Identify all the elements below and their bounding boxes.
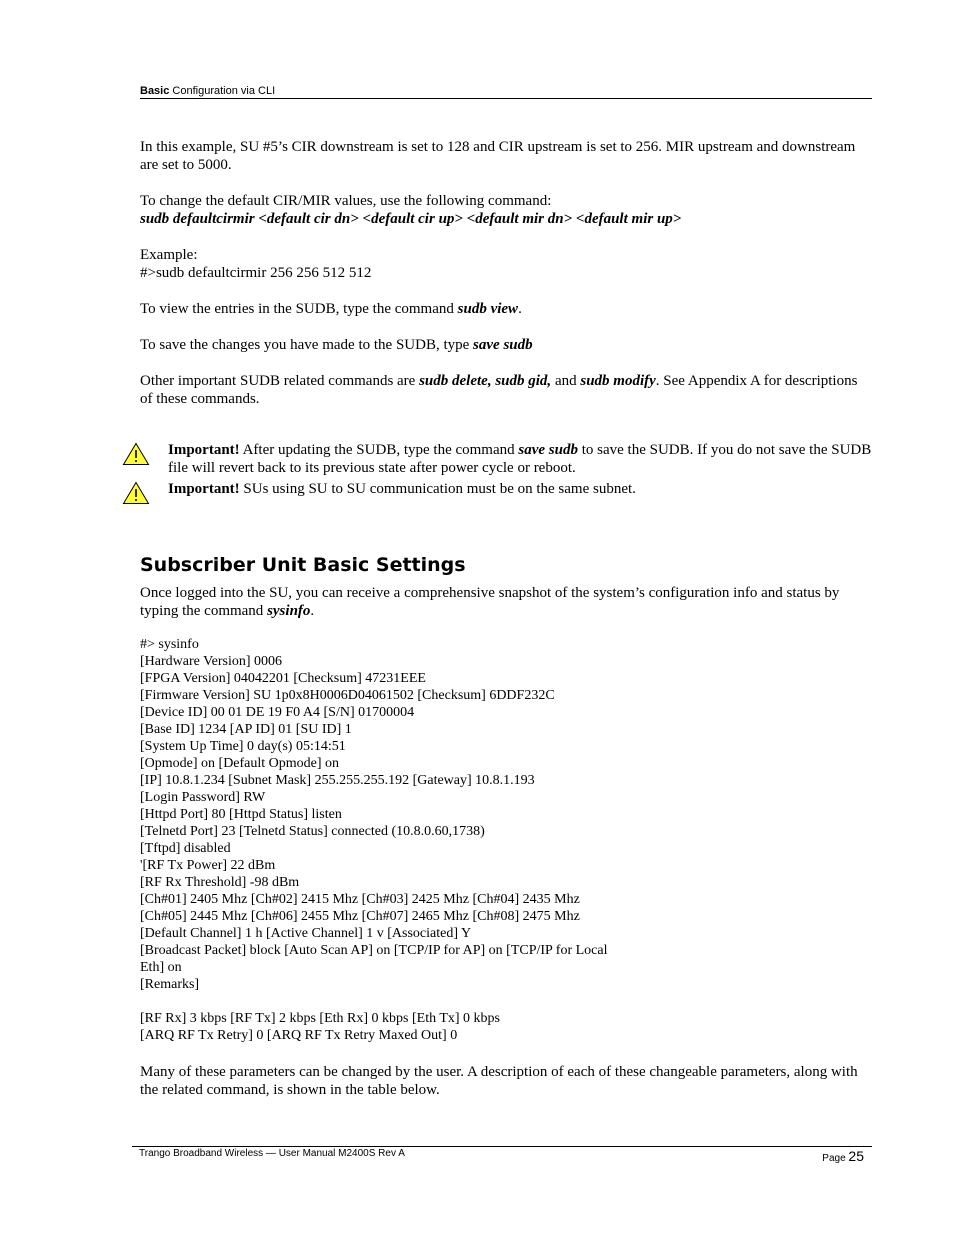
body-top [140,138,872,426]
warning-label: Important! [168,442,240,458]
sysinfo-output [140,636,872,1044]
running-header [140,85,872,99]
section-title: Subscriber Unit Basic Settings [140,554,466,576]
default-cirmir-command: sudb defaultcirmir <default cir dn> <default cir up> <default mir dn> <default mir up> [140,211,682,227]
header-text: Configuration via CLI [169,85,276,97]
cli-line: [Telnetd Port] 23 [Telnetd Status] connected (10.8.0.60,1738) [140,824,485,839]
warning-note-1 [122,441,872,481]
other-text: Other important SUDB related commands are [140,373,420,389]
other-command-1: sudb delete, sudb gid, [419,373,552,389]
view-command: sudb view [457,301,519,317]
warning-text: After updating the SUDB, type the command [239,442,519,458]
other-post: . See Appendix A for descriptions of these commands. [140,373,858,407]
view-text: To view the entries in the SUDB, type the command [140,301,458,317]
cli-blank-line [140,993,872,1010]
intro-command: sysinfo [267,603,311,619]
intro-text: Once logged into the SU, you can receive a comprehensive snapshot of the system’s configuration info and status by typing the command [140,585,840,619]
cli-line: [Firmware Version] SU 1p0x8H0006D04061502 [Checksum] 6DDF232C [140,688,555,703]
cli-line: #> sysinfo [140,637,199,652]
cli-line: [RF Rx] 3 kbps [RF Tx] 2 kbps [Eth Rx] 0 kbps [Eth Tx] 0 kbps [140,1011,500,1026]
cli-line: '[RF Tx Power] 22 dBm [140,858,276,873]
warning-triangle-icon [122,442,150,466]
cli-line: [Httpd Port] 80 [Httpd Status] listen [140,807,342,822]
paragraph-cir-example: In this example, SU #5’s CIR downstream is set to 128 and CIR upstream is set to 256. MIR upstream and downstream are set to 5000. [140,139,856,173]
warning-text-end: to save the SUDB. If you do not save the SUDB file will revert back to its previous state after power cycle or reboot. [168,442,872,476]
paragraph-save [140,336,872,354]
footer-rule [132,1146,872,1147]
example-command: #>sudb defaultcirmir 256 256 512 512 [140,265,372,281]
cli-line: [Base ID] 1234 [AP ID] 01 [SU ID] 1 [140,722,352,737]
save-command: save sudb [473,337,533,353]
default-cirmir-intro: To change the default CIR/MIR values, use the following command: [140,193,552,209]
header-rule [140,98,872,99]
cli-line: Eth] on [140,960,182,975]
warning-text: SUs using SU to SU communication must be on the same subnet. [239,481,636,497]
paragraph-view [140,300,872,318]
example-label: Example: [140,247,198,263]
warning-text-2 [168,480,872,498]
cli-line: [Opmode] on [Default Opmode] on [140,756,340,771]
warning-text-1 [168,441,872,477]
cli-line: [Ch#01] 2405 Mhz [Ch#02] 2415 Mhz [Ch#03] 2425 Mhz [Ch#04] 2435 Mhz [140,892,580,907]
other-command-2: sudb modify [580,373,656,389]
footer-title: Trango Broadband Wireless — User Manual M2400S Rev A [139,1148,405,1159]
intro-period: . [310,603,315,619]
cli-line: [IP] 10.8.1.234 [Subnet Mask] 255.255.255.192 [Gateway] 10.8.1.193 [140,773,535,788]
page-number [822,1148,864,1167]
page-number-value: 25 [848,1148,864,1164]
paragraph-example [140,246,872,282]
save-text: To save the changes you have made to the SUDB, type [140,337,474,353]
page-label: Page [822,1153,849,1164]
view-period: . [518,301,522,317]
cli-line: [Default Channel] 1 h [Active Channel] 1 v [Associated] Y [140,926,472,941]
cli-line: [System Up Time] 0 day(s) 05:14:51 [140,739,346,754]
cli-line: [FPGA Version] 04042201 [Checksum] 47231EEE [140,671,426,686]
cli-line: [Hardware Version] 0006 [140,654,283,669]
other-mid: and [551,373,581,389]
warning-command: save sudb [518,442,578,458]
cli-line: [Device ID] 00 01 DE 19 F0 A4 [S/N] 01700004 [140,705,415,720]
warning-label: Important! [168,481,240,497]
cli-line: [Login Password] RW [140,790,266,805]
header-bold: Basic [140,85,170,97]
paragraph-default-cirmir [140,192,872,228]
cli-line: [RF Rx Threshold] -98 dBm [140,875,300,890]
cli-line: [Ch#05] 2445 Mhz [Ch#06] 2455 Mhz [Ch#07] 2465 Mhz [Ch#08] 2475 Mhz [140,909,580,924]
warning-triangle-icon [122,481,150,505]
cli-line: [ARQ RF Tx Retry] 0 [ARQ RF Tx Retry Maxed Out] 0 [140,1028,458,1043]
cli-line: [Broadcast Packet] block [Auto Scan AP] on [TCP/IP for AP] on [TCP/IP for Local [140,943,608,958]
warning-note-2 [122,480,872,506]
paragraph-other-commands [140,372,872,408]
cli-line: [Tftpd] disabled [140,841,231,856]
cli-line: [Remarks] [140,977,200,992]
section-intro [140,584,872,620]
closing-paragraph: Many of these parameters can be changed by the user. A description of each of these changeable parameters, along with the related command, is shown in the table below. [140,1064,858,1098]
